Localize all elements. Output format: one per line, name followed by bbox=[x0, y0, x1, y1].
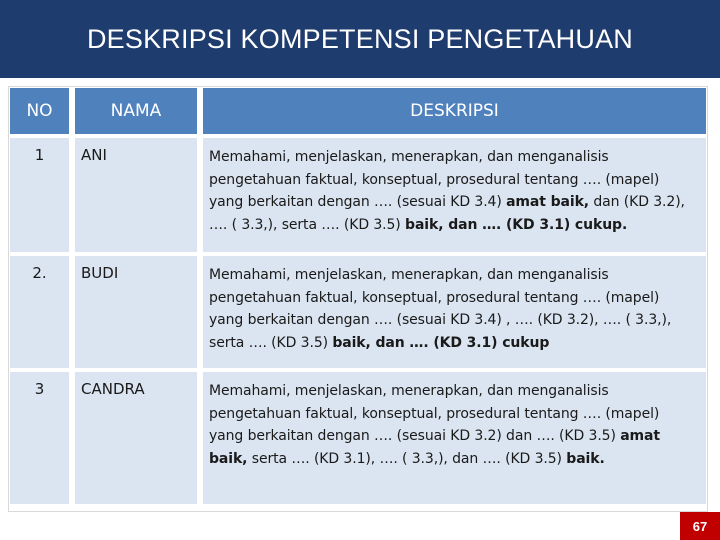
description-text: Memahami, menjelaskan, menerapkan, dan menganalisis pengetahuan faktual, konseptual, prosedural tentang …. (mapel) yang berkaitan dengan …. (sesuai KD 3.4) bbox=[209, 149, 660, 211]
description-bold: amat baik, bbox=[209, 428, 660, 467]
row-description bbox=[200, 370, 706, 504]
table-row bbox=[10, 370, 706, 504]
row-no: 2. bbox=[10, 254, 72, 370]
description-text: Memahami, menjelaskan, menerapkan, dan menganalisis pengetahuan faktual, konseptual, prosedural tentang …. (mapel) yang berkaitan dengan …. (sesuai KD 3.2) dan …. (KD 3.5) bbox=[209, 383, 660, 445]
description-text: dan (KD 3.2), …. ( 3.3,), serta …. (KD 3.5) bbox=[209, 194, 685, 233]
row-description bbox=[200, 136, 706, 254]
row-name: CANDRA bbox=[72, 370, 200, 504]
description-text: serta …. (KD 3.1), …. ( 3.3,), dan …. (KD 3.5) bbox=[247, 450, 567, 467]
description-bold: baik, dan …. (KD 3.1) cukup bbox=[332, 334, 550, 351]
header-no: NO bbox=[10, 88, 72, 136]
table-row bbox=[10, 136, 706, 254]
description-bold: baik, dan …. (KD 3.1) cukup. bbox=[405, 216, 628, 233]
title-bar bbox=[0, 0, 720, 78]
row-no: 1 bbox=[10, 136, 72, 254]
table-row bbox=[10, 254, 706, 370]
competency-table bbox=[10, 88, 706, 504]
page-number-badge: 67 bbox=[680, 512, 720, 540]
header-nama: NAMA bbox=[72, 88, 200, 136]
description-bold: baik. bbox=[566, 450, 605, 467]
page-title: DESKRIPSI KOMPETENSI PENGETAHUAN bbox=[86, 23, 633, 54]
row-description bbox=[200, 254, 706, 370]
description-text: Memahami, menjelaskan, menerapkan, dan menganalisis pengetahuan faktual, konseptual, prosedural tentang …. (mapel) yang berkaitan dengan …. (sesuai KD 3.4) , …. (KD 3.2), …. ( 3.3,), serta …. (KD 3.5) bbox=[209, 267, 672, 351]
table-header-row bbox=[10, 88, 706, 136]
row-name: BUDI bbox=[72, 254, 200, 370]
header-deskripsi: DESKRIPSI bbox=[200, 88, 706, 136]
description-bold: amat baik, bbox=[506, 194, 590, 211]
row-name: ANI bbox=[72, 136, 200, 254]
row-no: 3 bbox=[10, 370, 72, 504]
